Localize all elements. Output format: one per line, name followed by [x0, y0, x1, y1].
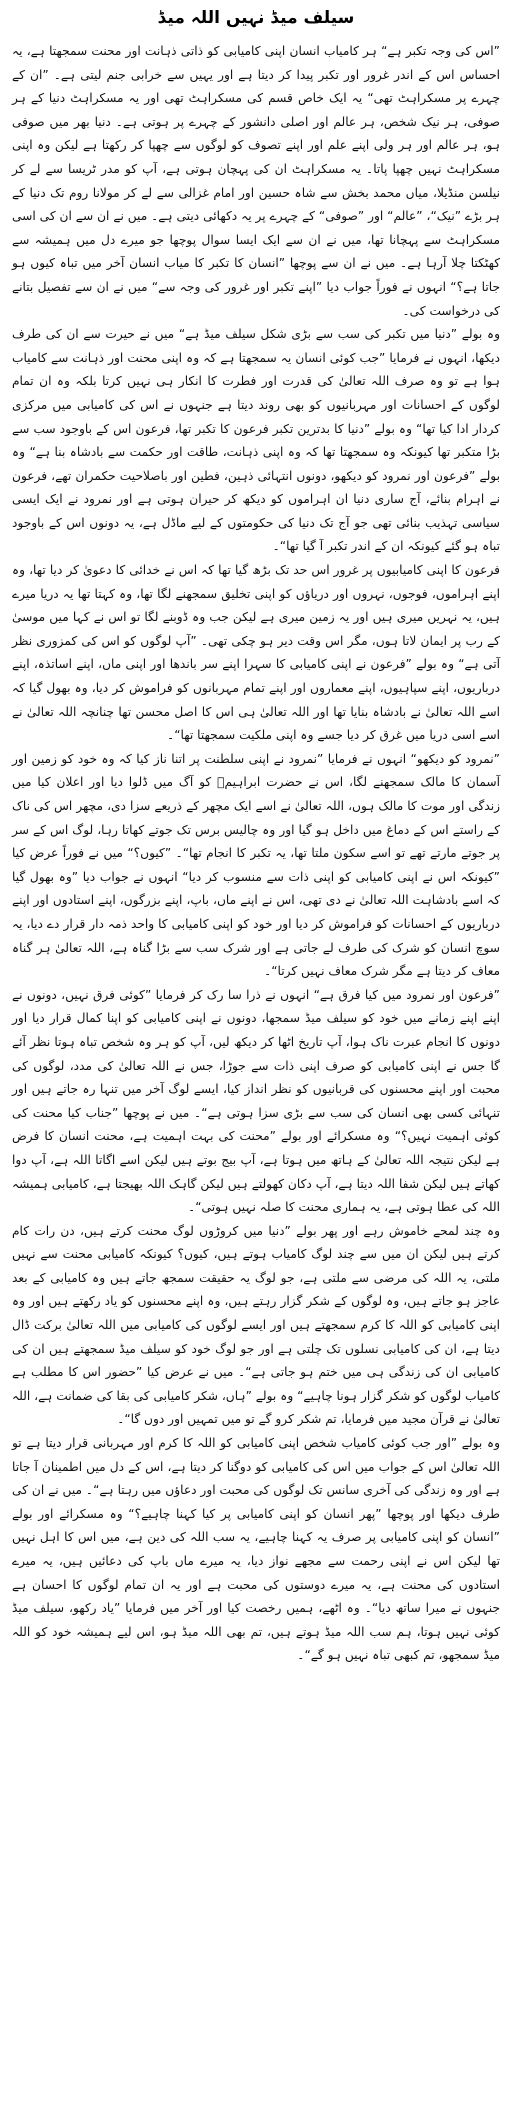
article-paragraph: ”اس کی وجہ تکبر ہے“ ہر کامیاب انسان اپنی کامیابی کو ذاتی ذہانت اور محنت سمجھتا ہے، یہ احساس اس کے اندر غرور اور تکبر پیدا کر دیتا ہے اور یہیں سے خرابی جنم لیتی ہے۔ ”ان کے چہرے پر مسکراہٹ تھی“ یہ ایک خاص قسم کی مسکراہٹ تھی اور یہ مسکراہٹ دنیا کے ہر صوفی، ہر نیک شخص، ہر عالم اور اصلی دانشور کے چہرے پر ہوتی ہے۔ دنیا بھر میں صوفی ہو، ہر عالم اور ہر ولی اپنے علم اور اپنے تصوف کو لوگوں سے چھپا کر رکھتا ہے لیکن وہ اپنی مسکراہٹ نہیں چھپا پاتا۔ یہ مسکراہٹ ان کی پہچان ہوتی ہے، آپ کو مدر ٹریسا سے لے کر نیلسن منڈیلا، میاں محمد بخش سے شاہ حسین اور امام غزالی سے لے کر مولانا روم تک دنیا کے ہر بڑے ”نیک“، ”عالم“ اور ”صوفی“ کے چہرے پر یہ دکھائی دیتی ہے۔ میں نے ان سے ان کی اسی مسکراہٹ سے پہچانا تھا، میں نے ان سے ایک ایسا سوال پوچھا جو میرے دل میں ہمیشہ سے کھٹکتا چلا آرہا ہے۔ میں نے ان سے پوچھا ”انسان کا تکبر کا میاب انسان آخر میں تباہ کیوں ہو جاتا ہے؟“ انہوں نے فوراً جواب دیا ”اپنے تکبر اور غرور کی وجہ سے“ میں نے ان سے تفصیل بتانے کی درخواست کی۔ — [12, 44, 500, 318]
article-paragraph: وہ بولے ”دنیا میں تکبر کی سب سے بڑی شکل سیلف میڈ ہے“ میں نے حیرت سے ان کی طرف دیکھا، انہوں نے فرمایا ”جب کوئی انسان یہ سمجھتا ہے کہ وہ اپنی محنت اور ذہانت سے کامیاب ہوا ہے تو وہ صرف اللہ تعالیٰ کی قدرت اور فطرت کا انکار ہی نہیں کرتا بلکہ وہ ان تمام لوگوں کے احسانات اور مہربانیوں کو بھی روند دیتا ہے جنہوں نے اس کی کامیابی میں مرکزی کردار ادا کیا تھا“ وہ بولے ”دنیا کا بدترین تکبر فرعون کا تکبر تھا، فرعون اس کے باوجود سب سے بڑا متکبر تھا کیونکہ وہ سمجھتا تھا کہ وہ اپنی ذہانت، طاقت اور حکمت سے بادشاہ بنا ہے“ وہ بولے ”فرعون اور نمرود کو دیکھو، دونوں انتہائی ذہین، فطین اور باصلاحیت حکمران تھے، فرعون نے اہرام بنائے، آج ساری دنیا ان اہراموں کو دیکھ کر حیران ہوتی ہے اور نمرود نے ایک ایسی سیاسی تہذیب بنائی تھی جو آج تک دنیا کی حکومتوں کے لیے ماڈل ہے، یہ دونوں اس کے باوجود تباہ ہو گئے کیونکہ ان کے اندر تکبر آ گیا تھا“۔ — [12, 327, 500, 554]
article-headline: سیلف میڈ نہیں اللہ میڈ — [157, 8, 355, 28]
article-body — [12, 40, 500, 1668]
article-paragraph: وہ چند لمحے خاموش رہے اور پھر بولے ”دنیا میں کروڑوں لوگ محنت کرتے ہیں، دن رات کام کرتے ہیں لیکن ان میں سے چند لوگ کامیاب ہوتے ہیں، کیوں؟ کیونکہ کامیابی محنت سے نہیں ملتی، یہ اللہ کی مرضی سے ملتی ہے، جو لوگ یہ حقیقت سمجھ جاتے ہیں وہ کامیابی کے بعد عاجز ہو جاتے ہیں، وہ لوگوں کے شکر گزار رہتے ہیں، وہ اپنے محسنوں کو یاد رکھتے ہیں اور وہ اپنی کامیابی کو اللہ کا کرم سمجھتے ہیں اور ایسے لوگوں کی کامیابی میں اللہ تعالیٰ برکت ڈال دیتا ہے، ان کی کامیابی نسلوں تک چلتی ہے اور جو لوگ خود کو سیلف میڈ سمجھتے ہیں ان کی کامیابی ان کی زندگی ہی میں ختم ہو جاتی ہے“۔ میں نے عرض کیا ”حضور اس کا مطلب ہے کامیاب لوگوں کو شکر گزار ہونا چاہیے“ وہ بولے ”ہاں، شکر کامیابی کی بقا کی ضمانت ہے، اللہ تعالیٰ نے قرآن مجید میں فرمایا، تم شکر کرو گے تو میں تمہیں اور دوں گا“۔ — [12, 1223, 500, 1427]
article-paragraph: وہ بولے ”اور جب کوئی کامیاب شخص اپنی کامیابی کو اللہ کا کرم اور مہربانی قرار دیتا ہے تو اللہ تعالیٰ اس کے جواب میں اس کی کامیابی کو دوگنا کر دیتا ہے، اس کے دل میں اطمینان آ جاتا ہے اور وہ زندگی کی آخری سانس تک لوگوں کی محبت اور دعاؤں میں رہتا ہے“۔ میں نے ان کی طرف دیکھا اور پوچھا ”پھر انسان کو اپنی کامیابی پر کیا کہنا چاہیے؟“ وہ مسکرائے اور بولے ”انسان کو اپنی کامیابی پر صرف یہ کہنا چاہیے، یہ سب اللہ کی دین ہے، میں اس کا اہل نہیں تھا لیکن اس نے اپنی رحمت سے مجھے نواز دیا، یہ میرے ماں باپ کی دعائیں ہیں، یہ میرے استادوں کی محنت ہے، یہ میرے دوستوں کی محبت ہے اور یہ ان تمام لوگوں کا احسان ہے جنہوں نے میرا ساتھ دیا“۔ وہ اٹھے، ہمیں رخصت کیا اور آخر میں فرمایا ”یاد رکھو، سیلف میڈ کوئی نہیں ہوتا، ہم سب اللہ میڈ ہوتے ہیں، تم بھی اللہ میڈ ہو، اس لیے ہمیشہ خود کو اللہ میڈ سمجھو، تم کبھی تباہ نہیں ہو گے“۔ — [12, 1436, 500, 1663]
article-paragraph: ”فرعون اور نمرود میں کیا فرق ہے“ انہوں نے ذرا سا رک کر فرمایا ”کوئی فرق نہیں، دونوں نے اپنے اپنے زمانے میں خود کو سیلف میڈ سمجھا، دونوں نے اپنی کامیابی کو اپنا کمال قرار دیا اور دونوں کا انجام عبرت ناک ہوا، آپ تاریخ اٹھا کر دیکھ لیں، آپ کو ہر وہ شخص تباہ ہوتا نظر آئے گا جس نے اپنی کامیابی کو صرف اپنی ذات سے جوڑا، جس نے اللہ تعالیٰ کی مدد، لوگوں کی محبت اور اپنے محسنوں کی قربانیوں کو نظر انداز کیا، ایسے لوگ آخر میں تنہا رہ جاتے ہیں اور تنہائی کسی بھی انسان کی سب سے بڑی سزا ہوتی ہے“۔ میں نے پوچھا ”جناب کیا محنت کی کوئی اہمیت نہیں؟“ وہ مسکرائے اور بولے ”محنت کی بہت اہمیت ہے، محنت انسان کا فرض ہے لیکن نتیجہ اللہ تعالیٰ کے ہاتھ میں ہوتا ہے، آپ بیج بوتے ہیں لیکن اسے اگاتا اللہ ہے، آپ دوا کھاتے ہیں لیکن شفا اللہ دیتا ہے، آپ دکان کھولتے ہیں لیکن گاہک اللہ بھیجتا ہے، کامیابی ہمیشہ اللہ کی عطا ہوتی ہے، یہ ہماری محنت کا صلہ نہیں ہوتی“۔ — [12, 987, 500, 1215]
article-paragraph: فرعون کا اپنی کامیابیوں پر غرور اس حد تک بڑھ گیا تھا کہ اس نے خدائی کا دعویٰ کر دیا تھا، وہ اپنے اہراموں، فوجوں، نہروں اور دریاؤں کو اپنی تخلیق سمجھنے لگا تھا، وہ کہتا تھا یہ دریا میرے ہیں، یہ نہریں میری ہیں اور یہ زمین میری ہے لیکن جب وہ ڈوبنے لگا تو اس نے کہا میں موسیٰ کے رب پر ایمان لاتا ہوں، مگر اس وقت دیر ہو چکی تھی۔ ”آپ لوگوں کو اس کی کمزوری نظر آتی ہے“ وہ بولے ”فرعون نے اپنی کامیابی کا سہرا اپنے سر باندھا اور اپنی ماں، اپنے اساتذہ، اپنے درباریوں، اپنے سپاہیوں، اپنے معماروں اور اپنے تمام مہربانوں کو فراموش کر دیا، وہ بھول گیا کہ اسے اللہ تعالیٰ نے بادشاہ بنایا تھا اور اللہ تعالیٰ ہی اس کا اصل محسن تھا چنانچہ اللہ تعالیٰ نے اسے اسی دریا میں غرق کر دیا جسے وہ اپنی ملکیت سمجھتا تھا“۔ — [12, 563, 500, 743]
article-paragraph: ”نمرود کو دیکھو“ انہوں نے فرمایا ”نمرود نے اپنی سلطنت پر اتنا ناز کیا کہ وہ خود کو زمین اور آسمان کا مالک سمجھنے لگا، اس نے حضرت ابراہیمؑ کو آگ میں ڈلوا دیا اور اعلان کیا میں زندگی اور موت کا مالک ہوں، اللہ تعالیٰ نے اسے ایک مچھر کے ذریعے سزا دی، مچھر اس کی ناک کے راستے اس کے دماغ میں داخل ہو گیا اور وہ چالیس برس تک جوتے کھاتا رہا، لوگ اس کے سر پر جوتے مارتے تھے تو اسے سکون ملتا تھا، یہ تکبر کا انجام تھا“۔ ”کیوں؟“ میں نے فوراً عرض کیا ”کیونکہ اس نے اپنی کامیابی کو اپنی ذات سے منسوب کر دیا“ انہوں نے جواب دیا ”وہ بھول گیا کہ اسے بادشاہت اللہ تعالیٰ نے دی تھی، اس نے اپنے ماں، باپ، اپنے بزرگوں، اپنے استادوں اور اپنے درباریوں کے احسانات کو فراموش کر دیا اور خود کو اپنی کامیابی کا واحد ذمہ دار قرار دے دیا، یہ سوچ انسان کو شرک کی طرف لے جاتی ہے اور شرک سب سے بڑا گناہ ہے، اللہ تعالیٰ ہر گناہ معاف کر دیتا ہے مگر شرک معاف نہیں کرتا“۔ — [12, 751, 500, 979]
